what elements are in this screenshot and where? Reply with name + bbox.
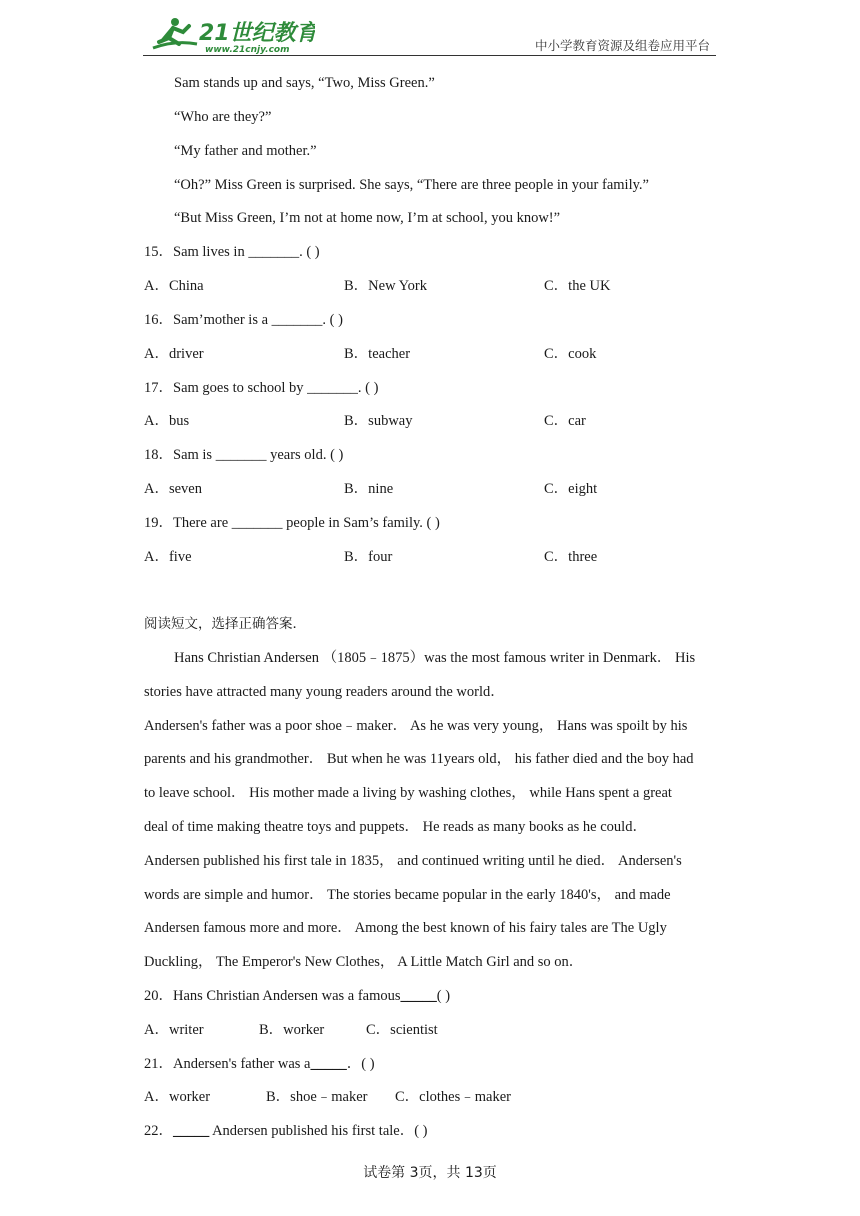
- option-c[interactable]: C．the UK: [544, 278, 611, 294]
- question-stem: 18．Sam is _______ years old. ( ): [144, 447, 344, 463]
- option-c[interactable]: C．eight: [544, 481, 598, 497]
- question-text: Hans Christian Andersen was a famous: [173, 988, 401, 1004]
- answer-blank[interactable]: _____: [173, 1123, 210, 1139]
- dialogue-line: Sam stands up and says, “Two, Miss Green.”: [174, 75, 435, 91]
- question-number: 20．: [144, 988, 173, 1004]
- passage-line: stories have attracted many young readers around the world．: [144, 684, 505, 700]
- page-footer: 试卷第 3页，共 13页: [363, 1165, 497, 1181]
- option-a[interactable]: A．five: [144, 549, 192, 565]
- option-b[interactable]: B．teacher: [344, 346, 411, 362]
- option-b[interactable]: B．New York: [344, 278, 427, 294]
- question-stem: 19．There are _______ people in Sam’s family. ( ): [144, 515, 440, 531]
- question-text: Andersen's father was a: [173, 1056, 311, 1072]
- logo: [145, 14, 315, 54]
- answer-blank[interactable]: _____: [400, 988, 437, 1004]
- passage-line: Andersen published his first tale in 1835， and continued writing until he died． Andersen's: [144, 853, 682, 869]
- answer-bracket: ( ): [436, 988, 451, 1004]
- question-stem: 17．Sam goes to school by _______. ( ): [144, 380, 379, 396]
- option-a[interactable]: A．seven: [144, 481, 202, 497]
- platform-title: 中小学教育资源及组卷应用平台: [534, 38, 710, 53]
- option-b[interactable]: B．nine: [344, 481, 394, 497]
- option-b[interactable]: B．shoe﹣maker: [266, 1089, 368, 1105]
- option-b[interactable]: B．four: [344, 549, 393, 565]
- svg-text:21世纪教育: 21世纪教育: [199, 21, 315, 46]
- question-text: Andersen published his first tale．( ): [209, 1123, 428, 1139]
- section-title: 阅读短文，选择正确答案．: [144, 616, 306, 632]
- question-stem: 15．Sam lives in _______. ( ): [144, 244, 320, 260]
- dialogue-line: “My father and mother.”: [174, 143, 317, 159]
- passage-line: deal of time making theatre toys and puppets． He reads as many books as he could．: [144, 819, 647, 835]
- option-a[interactable]: A．worker: [144, 1089, 211, 1105]
- passage-line: parents and his grandmother． But when he was 11years old， his father died and the boy had: [144, 751, 694, 767]
- option-b[interactable]: B．worker: [259, 1022, 325, 1038]
- passage-line: words are simple and humor． The stories became popular in the early 1840's， and made: [144, 887, 671, 903]
- option-c[interactable]: C．clothes﹣maker: [395, 1089, 511, 1105]
- option-c[interactable]: C．car: [544, 413, 586, 429]
- passage-line: to leave school． His mother made a living by washing clothes， while Hans spent a great: [144, 785, 672, 801]
- dialogue-line: “Oh?” Miss Green is surprised. She says, “There are three people in your family.”: [174, 177, 649, 193]
- option-c[interactable]: C．three: [544, 549, 598, 565]
- option-c[interactable]: C．scientist: [366, 1022, 438, 1038]
- answer-blank[interactable]: _____: [310, 1056, 347, 1072]
- option-a[interactable]: A．bus: [144, 413, 190, 429]
- question-stem: [144, 1122, 428, 1140]
- option-b[interactable]: B．subway: [344, 413, 413, 429]
- passage-line: Andersen famous more and more． Among the best known of his fairy tales are The Ugly: [144, 920, 667, 936]
- question-stem: 16．Sam’mother is a _______. ( ): [144, 312, 343, 328]
- option-c[interactable]: C．cook: [544, 346, 597, 362]
- dialogue-line: “Who are they?”: [174, 109, 272, 125]
- passage-line: Duckling， The Emperor's New Clothes， A Little Match Girl and so on．: [144, 954, 584, 970]
- question-stem: [144, 1055, 375, 1073]
- passage-line: Andersen's father was a poor shoe﹣maker． As he was very young， Hans was spoilt by his: [144, 718, 688, 734]
- question-number: 22．: [144, 1123, 173, 1139]
- passage-line: Hans Christian Andersen （1805﹣1875）was the most famous writer in Denmark． His: [174, 650, 696, 666]
- question-stem: [144, 987, 450, 1005]
- question-number: 21．: [144, 1056, 173, 1072]
- dialogue-line: “But Miss Green, I’m not at home now, I’m at school, you know!”: [174, 210, 561, 226]
- answer-bracket: ．( ): [346, 1056, 375, 1072]
- logo-runner-icon: [145, 14, 315, 54]
- svg-text:www.21cnjy.com: www.21cnjy.com: [205, 45, 290, 54]
- page-header: [143, 12, 716, 56]
- option-a[interactable]: A．China: [144, 278, 204, 294]
- option-a[interactable]: A．writer: [144, 1022, 204, 1038]
- option-a[interactable]: A．driver: [144, 346, 204, 362]
